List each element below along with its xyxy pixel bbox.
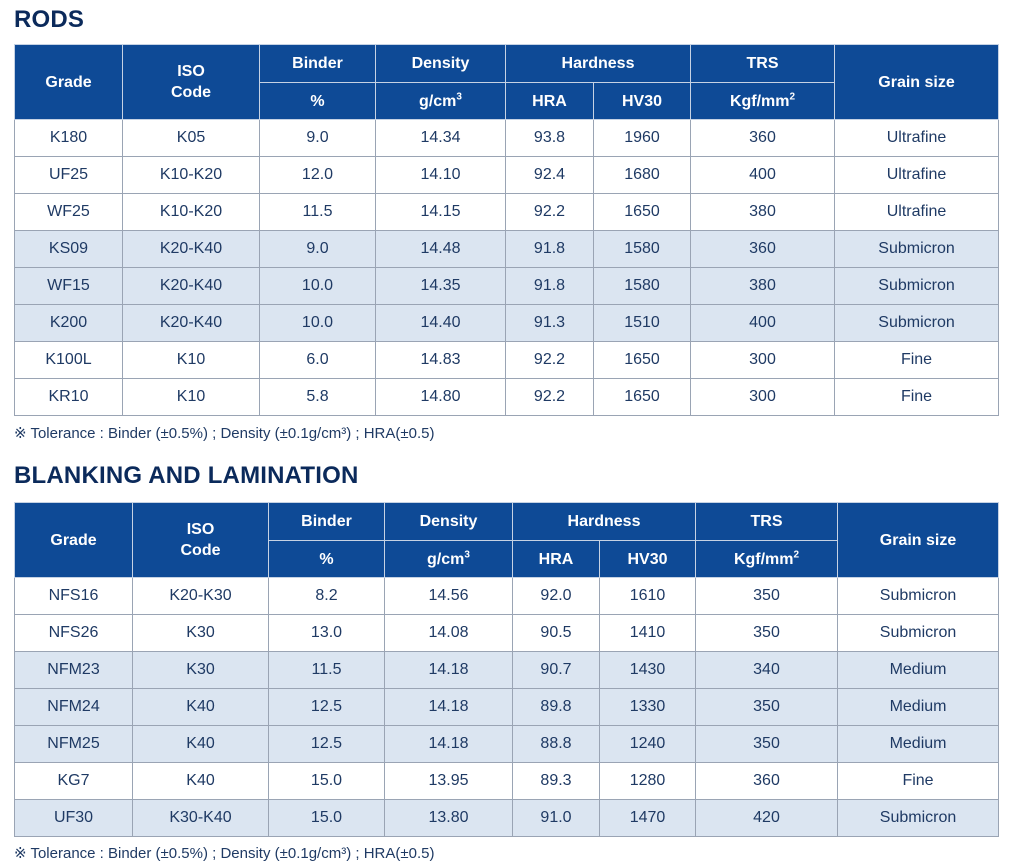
header-hv30: HV30: [600, 541, 696, 578]
cell-trs: 360: [691, 231, 835, 268]
header-density-unit: [385, 541, 513, 578]
cell-iso-code: K30: [133, 652, 269, 689]
cell-grain-size: Submicron: [838, 578, 999, 615]
cell-trs: 360: [696, 763, 838, 800]
cell-grain-size: Submicron: [838, 800, 999, 837]
header-iso-code: [123, 45, 260, 120]
cell-hv30: 1410: [600, 615, 696, 652]
cell-hv30: 1580: [594, 231, 691, 268]
cell-trs: 420: [696, 800, 838, 837]
cell-hra: 91.3: [506, 305, 594, 342]
table-row: [15, 763, 999, 800]
cell-hv30: 1650: [594, 342, 691, 379]
cell-grain-size: Medium: [838, 652, 999, 689]
cell-hra: 93.8: [506, 120, 594, 157]
header-iso-line2: Code: [171, 84, 211, 101]
cell-density: 14.56: [385, 578, 513, 615]
cell-grade: WF25: [15, 194, 123, 231]
header-grade: Grade: [15, 503, 133, 578]
cell-binder: 15.0: [269, 800, 385, 837]
cell-density: 14.18: [385, 689, 513, 726]
density-unit-base: g/cm: [419, 92, 457, 110]
cell-hra: 92.2: [506, 194, 594, 231]
cell-hv30: 1960: [594, 120, 691, 157]
header-trs-unit: [691, 83, 835, 120]
cell-binder: 12.5: [269, 726, 385, 763]
cell-iso-code: K30: [133, 615, 269, 652]
cell-hra: 90.7: [513, 652, 600, 689]
header-binder: Binder: [260, 45, 376, 83]
density-unit-exp: 3: [464, 549, 470, 561]
cell-hra: 92.0: [513, 578, 600, 615]
cell-grade: WF15: [15, 268, 123, 305]
cell-grade: NFM23: [15, 652, 133, 689]
cell-trs: 380: [691, 194, 835, 231]
cell-grain-size: Fine: [835, 342, 999, 379]
cell-grain-size: Submicron: [835, 231, 999, 268]
header-grade: Grade: [15, 45, 123, 120]
cell-iso-code: K40: [133, 726, 269, 763]
table-row: [15, 194, 999, 231]
cell-hv30: 1580: [594, 268, 691, 305]
cell-grade: NFS26: [15, 615, 133, 652]
header-hv30: HV30: [594, 83, 691, 120]
table-row: [15, 379, 999, 416]
table-row: [15, 615, 999, 652]
cell-density: 14.18: [385, 652, 513, 689]
cell-density: 14.80: [376, 379, 506, 416]
cell-hra: 91.8: [506, 231, 594, 268]
cell-density: 14.83: [376, 342, 506, 379]
cell-grade: KG7: [15, 763, 133, 800]
header-grain-size: Grain size: [838, 503, 999, 578]
cell-iso-code: K40: [133, 689, 269, 726]
header-trs-unit: [696, 541, 838, 578]
cell-density: 14.40: [376, 305, 506, 342]
cell-density: 14.34: [376, 120, 506, 157]
cell-binder: 12.5: [269, 689, 385, 726]
cell-trs: 360: [691, 120, 835, 157]
table-row: [15, 268, 999, 305]
table-row: [15, 578, 999, 615]
table-row: [15, 157, 999, 194]
cell-density: 14.10: [376, 157, 506, 194]
cell-grade: K180: [15, 120, 123, 157]
cell-grade: NFS16: [15, 578, 133, 615]
trs-unit-base: Kgf/mm: [729, 92, 790, 110]
header-grain-size: Grain size: [835, 45, 999, 120]
cell-binder: 15.0: [269, 763, 385, 800]
table-row: [15, 342, 999, 379]
cell-hv30: 1430: [600, 652, 696, 689]
cell-hv30: 1680: [594, 157, 691, 194]
header-iso-line1: ISO: [177, 63, 205, 80]
cell-binder: 9.0: [260, 231, 376, 268]
cell-binder: 11.5: [269, 652, 385, 689]
header-density: Density: [385, 503, 513, 541]
header-density: Density: [376, 45, 506, 83]
cell-binder: 11.5: [260, 194, 376, 231]
cell-grain-size: Medium: [838, 689, 999, 726]
cell-trs: 300: [691, 342, 835, 379]
cell-grade: KR10: [15, 379, 123, 416]
table-row: [15, 120, 999, 157]
cell-binder: 12.0: [260, 157, 376, 194]
table-row: [15, 689, 999, 726]
cell-grade: K100L: [15, 342, 123, 379]
cell-grain-size: Ultrafine: [835, 120, 999, 157]
table-row: [15, 305, 999, 342]
rods-table-body: [15, 120, 999, 416]
cell-hv30: 1330: [600, 689, 696, 726]
cell-grain-size: Submicron: [835, 268, 999, 305]
cell-iso-code: K10-K20: [123, 157, 260, 194]
cell-grade: NFM24: [15, 689, 133, 726]
cell-grain-size: Ultrafine: [835, 157, 999, 194]
cell-hra: 91.0: [513, 800, 600, 837]
cell-iso-code: K20-K30: [133, 578, 269, 615]
header-trs: TRS: [691, 45, 835, 83]
cell-iso-code: K10-K20: [123, 194, 260, 231]
cell-density: 13.95: [385, 763, 513, 800]
cell-grain-size: Medium: [838, 726, 999, 763]
cell-grade: K200: [15, 305, 123, 342]
cell-hv30: 1510: [594, 305, 691, 342]
cell-density: 13.80: [385, 800, 513, 837]
cell-binder: 10.0: [260, 305, 376, 342]
cell-trs: 300: [691, 379, 835, 416]
cell-hra: 89.3: [513, 763, 600, 800]
header-hardness: Hardness: [513, 503, 696, 541]
header-binder-unit: %: [269, 541, 385, 578]
cell-hv30: 1610: [600, 578, 696, 615]
header-binder: Binder: [269, 503, 385, 541]
cell-trs: 400: [691, 157, 835, 194]
cell-grade: NFM25: [15, 726, 133, 763]
cell-binder: 6.0: [260, 342, 376, 379]
header-iso-code: [133, 503, 269, 578]
header-hardness: Hardness: [506, 45, 691, 83]
cell-trs: 340: [696, 652, 838, 689]
header-density-unit: [376, 83, 506, 120]
cell-trs: 400: [691, 305, 835, 342]
cell-hra: 88.8: [513, 726, 600, 763]
table-row: [15, 231, 999, 268]
blanking-table: [14, 502, 999, 837]
cell-hra: 92.4: [506, 157, 594, 194]
cell-grain-size: Submicron: [838, 615, 999, 652]
blanking-table-body: [15, 578, 999, 837]
cell-hra: 89.8: [513, 689, 600, 726]
header-iso-line1: ISO: [186, 521, 215, 538]
cell-grade: KS09: [15, 231, 123, 268]
header-trs: TRS: [696, 503, 838, 541]
cell-trs: 380: [691, 268, 835, 305]
cell-hv30: 1470: [600, 800, 696, 837]
cell-iso-code: K30-K40: [133, 800, 269, 837]
rods-section-title: RODS: [14, 6, 85, 33]
cell-hra: 92.2: [506, 342, 594, 379]
density-unit-base: g/cm: [427, 550, 465, 568]
cell-density: 14.48: [376, 231, 506, 268]
cell-grain-size: Ultrafine: [835, 194, 999, 231]
cell-hv30: 1650: [594, 194, 691, 231]
cell-iso-code: K05: [123, 120, 260, 157]
density-unit-exp: 3: [456, 91, 462, 103]
trs-unit-base: Kgf/mm: [733, 550, 794, 568]
table-row: [15, 800, 999, 837]
cell-iso-code: K40: [133, 763, 269, 800]
cell-iso-code: K10: [123, 379, 260, 416]
cell-iso-code: K20-K40: [123, 305, 260, 342]
cell-trs: 350: [696, 689, 838, 726]
blanking-tolerance-note: ※ Tolerance : Binder (±0.5%) ; Density (±0.1g/cm³) ; HRA(±0.5): [14, 845, 435, 862]
cell-grade: UF30: [15, 800, 133, 837]
cell-iso-code: K10: [123, 342, 260, 379]
table-row: [15, 726, 999, 763]
cell-hra: 92.2: [506, 379, 594, 416]
header-iso-line2: Code: [180, 542, 221, 559]
table-row: [15, 652, 999, 689]
cell-binder: 9.0: [260, 120, 376, 157]
cell-grain-size: Fine: [838, 763, 999, 800]
cell-hv30: 1280: [600, 763, 696, 800]
cell-trs: 350: [696, 615, 838, 652]
header-hra: HRA: [513, 541, 600, 578]
cell-density: 14.08: [385, 615, 513, 652]
cell-grade: UF25: [15, 157, 123, 194]
cell-binder: 13.0: [269, 615, 385, 652]
cell-hra: 90.5: [513, 615, 600, 652]
cell-grain-size: Fine: [835, 379, 999, 416]
rods-tolerance-note: ※ Tolerance : Binder (±0.5%) ; Density (±0.1g/cm³) ; HRA(±0.5): [14, 425, 435, 442]
cell-trs: 350: [696, 726, 838, 763]
cell-binder: 5.8: [260, 379, 376, 416]
cell-hv30: 1650: [594, 379, 691, 416]
cell-iso-code: K20-K40: [123, 268, 260, 305]
cell-binder: 8.2: [269, 578, 385, 615]
rods-table: [14, 44, 999, 416]
trs-unit-exp: 2: [789, 91, 796, 103]
cell-iso-code: K20-K40: [123, 231, 260, 268]
cell-trs: 350: [696, 578, 838, 615]
cell-hra: 91.8: [506, 268, 594, 305]
header-hra: HRA: [506, 83, 594, 120]
cell-binder: 10.0: [260, 268, 376, 305]
blanking-section-title: BLANKING AND LAMINATION: [14, 462, 359, 489]
header-binder-unit: %: [260, 83, 376, 120]
cell-density: 14.35: [376, 268, 506, 305]
cell-hv30: 1240: [600, 726, 696, 763]
cell-density: 14.18: [385, 726, 513, 763]
cell-grain-size: Submicron: [835, 305, 999, 342]
cell-density: 14.15: [376, 194, 506, 231]
trs-unit-exp: 2: [793, 549, 800, 561]
